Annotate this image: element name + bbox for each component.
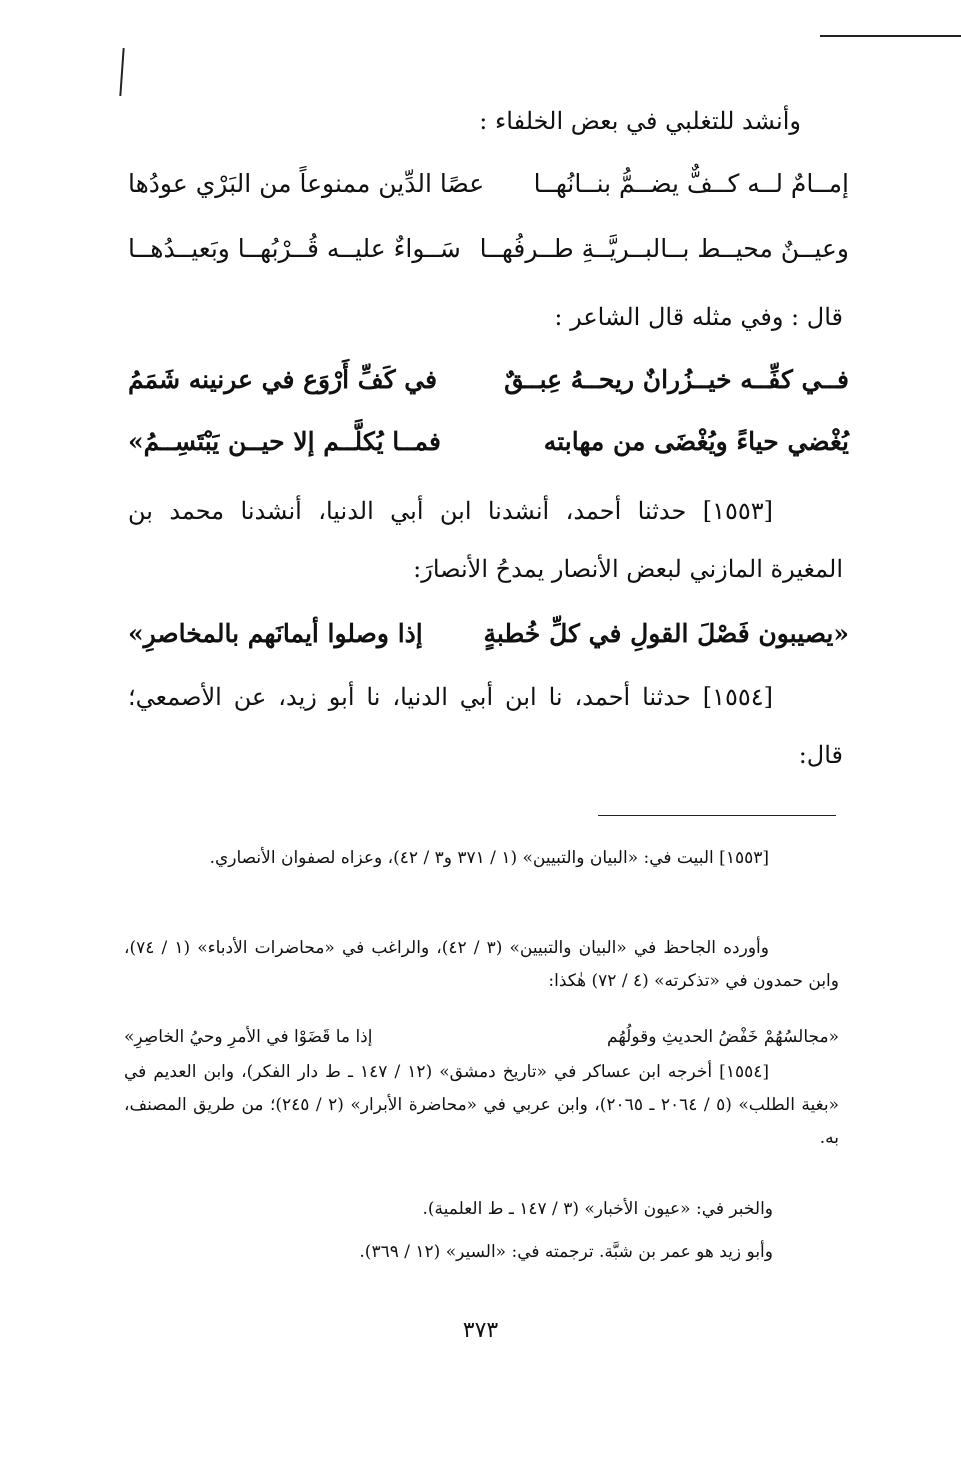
verse-first-hemistich: إمــامٌ لــه كــفٌّ يضــمُّ بنــانُهــا bbox=[533, 169, 849, 198]
verse-second-hemistich: فمــا يُكلَّــم إلا حيــن يَبْتَسِــمُ» bbox=[128, 427, 441, 456]
verse-first-hemistich: وعيــنٌ محيــط بــالبــريَّــةِ طــرفُهــا bbox=[479, 234, 849, 263]
footnote-verse bbox=[124, 1022, 839, 1052]
qal-line: قال : وفي مثله قال الشاعر : bbox=[554, 303, 843, 331]
footnote-1554: [١٥٥٤] أخرجه ابن عساكر في «تاريخ دمشق» (١٢ / ١٤٧ ـ ط دار الفكر)، وابن العديم في «بغية الطلب» (٥ / ٢٠٦٤ ـ ٢٠٦٥)، وابن عربي في «محاضرة الأبرار» (٢ / ٢٤٥)؛ من طريق المصنف، به. bbox=[124, 1062, 839, 1148]
verse-first-hemistich: يُغْضي حياءً ويُغْضَى من مهابته bbox=[543, 427, 849, 456]
verse-line bbox=[128, 358, 849, 402]
verse-line bbox=[128, 227, 849, 271]
footnote-1553-continued: وأورده الجاحظ في «البيان والتبيين» (٣ / ٤٢)، والراغب في «محاضرات الأدباء» (١ / ٧٤)، وابن حمدون في «تذكرته» (٤ / ٧٢) هٰكذا: bbox=[124, 938, 839, 991]
verse-second-hemistich: سَــواءٌ عليــه قُــرْبُهــا وبَعيــدُهــا bbox=[128, 234, 461, 263]
verse-second-hemistich: إذا وصلوا أيمانَهم بالمخاصرِ» bbox=[128, 619, 423, 648]
footnote-1553: [١٥٥٣] البيت في: «البيان والتبيين» (١ / ٣٧١ و٣ / ٤٢)، وعزاه لصفوان الأنصاري. bbox=[209, 848, 769, 868]
verse-line bbox=[128, 420, 849, 464]
margin-mark bbox=[119, 48, 124, 96]
verse-second-hemistich: في كَفِّ أَرْوَع في عرنينه شَمَمُ bbox=[128, 365, 438, 394]
footnote-khabar: والخبر في: «عيون الأخبار» (٣ / ١٤٧ ـ ط العلمية). bbox=[422, 1199, 773, 1219]
report-1553: [١٥٥٣] حدثنا أحمد، أنشدنا ابن أبي الدنيا، أنشدنا محمد بن المغيرة المازني لبعض الأنصار يمدحُ الأنصارَ: bbox=[128, 497, 843, 583]
intro-line: وأنشد للتغلبي في بعض الخلفاء : bbox=[479, 107, 801, 135]
verse-line bbox=[128, 612, 849, 656]
verse-first-hemistich: فــي كفِّــه خيــزُرانٌ ريحــهُ عِبــقٌ bbox=[504, 365, 849, 394]
verse-line bbox=[128, 162, 849, 206]
footnote-separator bbox=[598, 815, 836, 816]
verse-first-hemistich: «مجالسُهُمْ خَفْضُ الحديثِ وقولُهُم bbox=[607, 1027, 839, 1047]
verse-second-hemistich: عصًا الدِّين ممنوعاً من البَرْي عودُها bbox=[128, 169, 485, 198]
footnote-abu-zaid: وأبو زيد هو عمر بن شبَّة. ترجمته في: «السير» (١٢ / ٣٦٩). bbox=[359, 1242, 773, 1262]
verse-first-hemistich: «يصيبون فَصْلَ القولِ في كلِّ خُطبةٍ bbox=[483, 619, 849, 648]
header-rule bbox=[820, 35, 961, 37]
page-number: ٣٧٣ bbox=[462, 1318, 499, 1343]
verse-second-hemistich: إذا ما قَضَوْا في الأمرِ وحيُ الخاصِرِ» bbox=[124, 1027, 373, 1047]
report-1554: [١٥٥٤] حدثنا أحمد، نا ابن أبي الدنيا، نا أبو زيد، عن الأصمعي؛ قال: bbox=[128, 683, 843, 769]
